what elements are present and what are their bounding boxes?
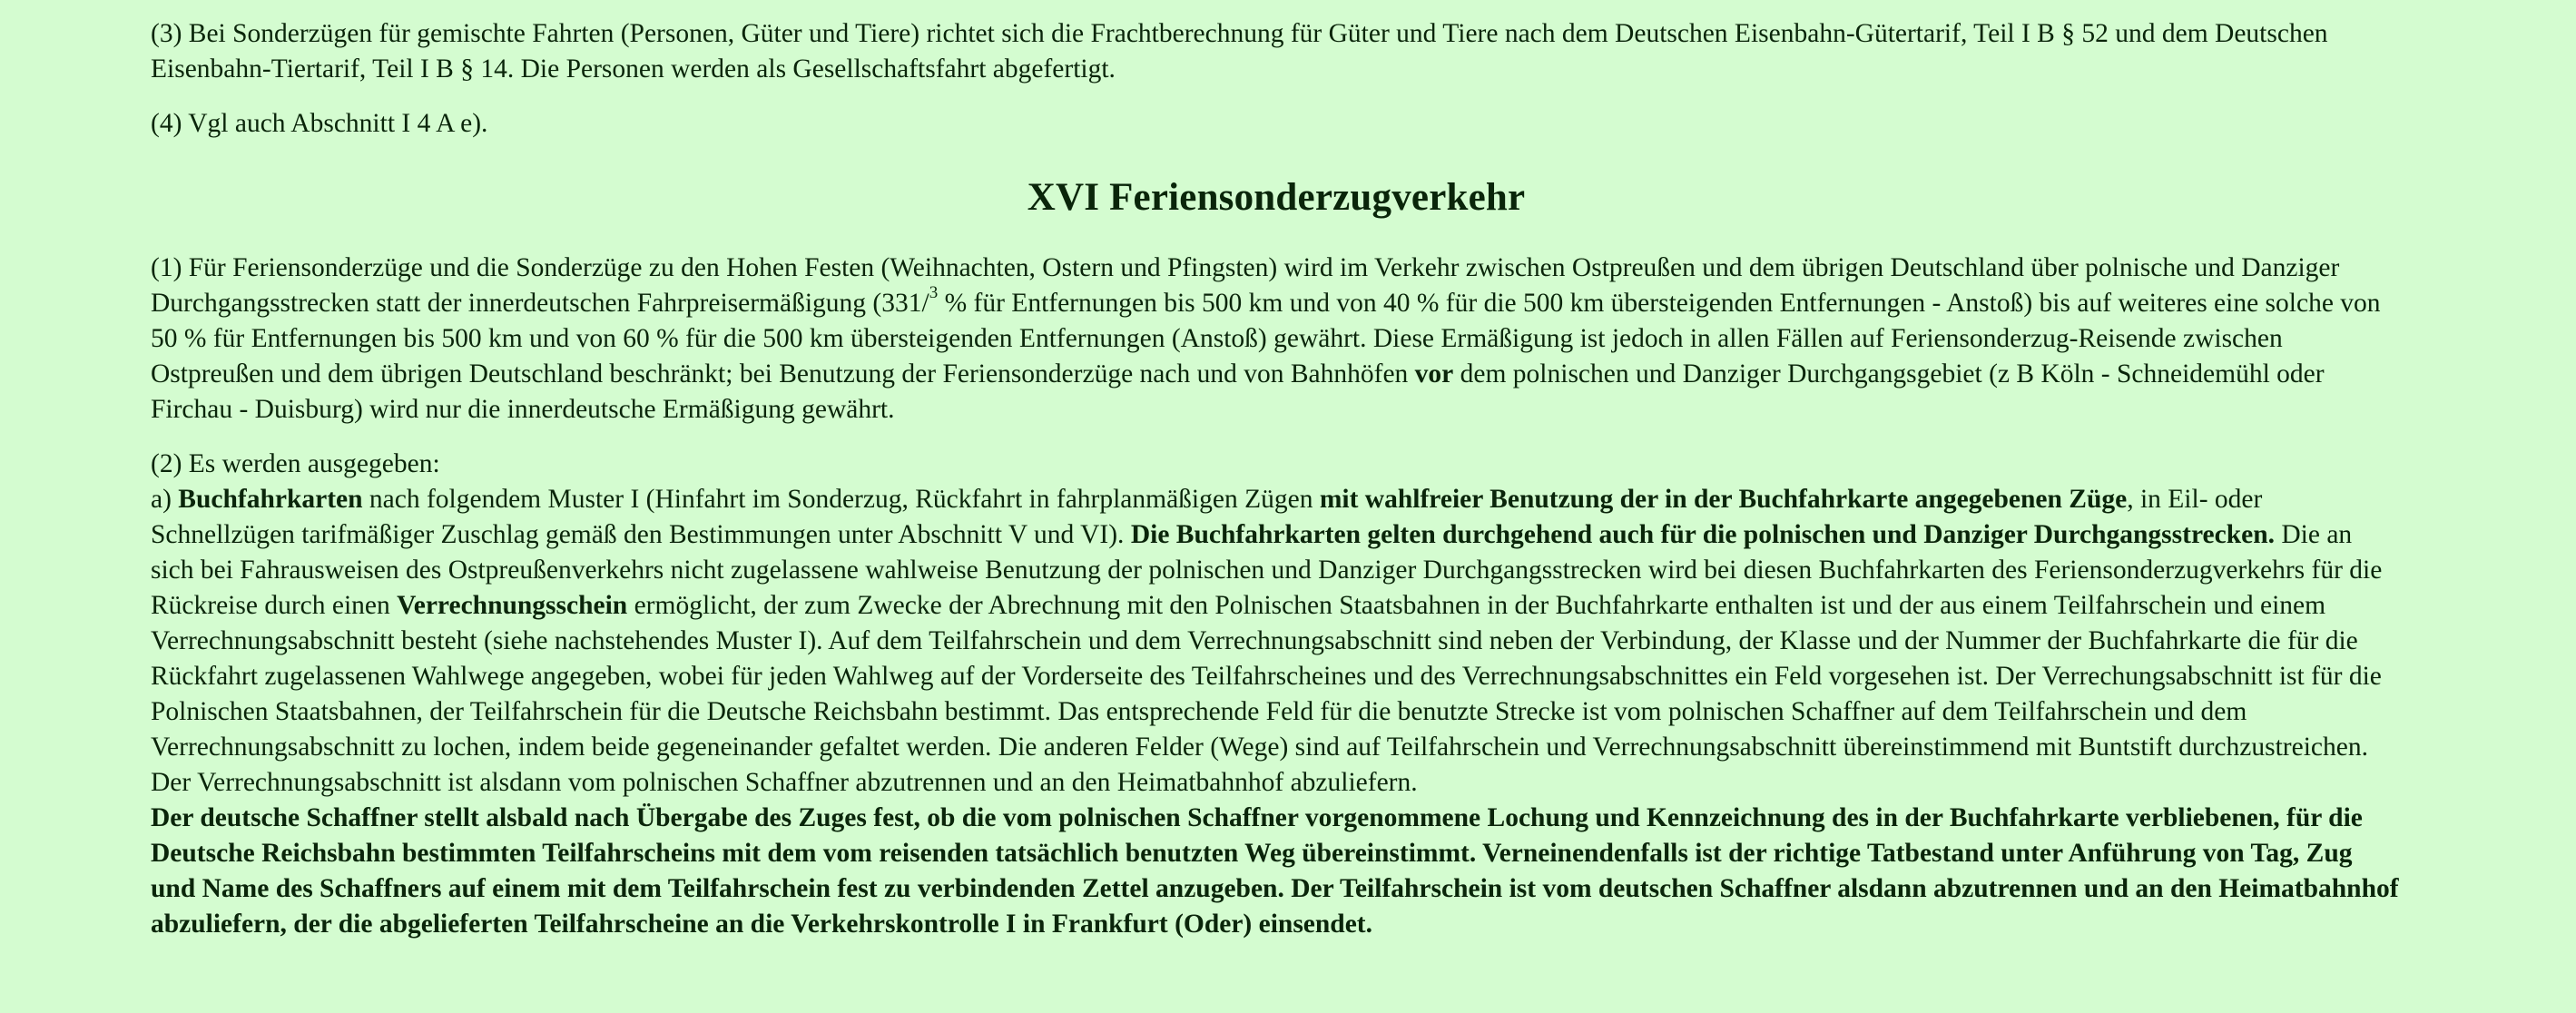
bold-vor: vor [1414, 359, 1454, 388]
item-a-text-2: , in Eil- oder Schnellzügen tarifmäßiger Zuschlag gemäß den Bestimmungen unter Abschnitt V und VI). [151, 485, 2263, 549]
section-paragraph-2-heading: (2) Es werden ausgegeben: [151, 449, 440, 478]
bold-wahlfreie-benutzung: mit wahlfreier Benutzung der in der Buchfahrkarte angegebenen Züge [1319, 485, 2128, 514]
section-paragraph-2-item-a [151, 482, 2402, 801]
item-a-text-4: ermöglicht, der zum Zwecke der Abrechnung mit den Polnischen Staatsbahnen in der Buchfahrkarte enthalten ist und der aus einem Teilfahrschein und einem Verrechnungsabschnitt besteht (siehe nachstehendes Muster I). Auf dem Teilfahrschein und dem Verrechnungsabschnitt sind neben der Verbindung, der Klasse und der Nummer der Buchfahrkarte die für die Rückfahrt zugelassenen Wahlwege angegeben, wobei für jeden Wahlweg auf der Vorderseite des Teilfahrscheines und des Verrechnungsabschnittes ein Feld vorgesehen ist. Der Verrechungsabschnitt ist für die Polnischen Staatsbahnen, der Teilfahrschein für die Deutsche Reichsbahn bestimmt. Das entsprechende Feld für die benutzte Strecke ist vom polnischen Schaffner auf dem Teilfahrschein und dem Verrechnungsabschnitt zu lochen, indem beide gegeneinander gefaltet werden. Die anderen Felder (Wege) sind auf Teilfahrschein und Verrechnungsabschnitt übereinstimmend mit Buntstift durchzustreichen. Der Verrechnungsabschnitt ist alsdann vom polnischen Schaffner abzutrennen und an den Heimatbahnhof abzuliefern. [151, 591, 2382, 797]
section-paragraph-1-part-b: % für Entfernungen bis 500 km und von 40 % für die 500 km übersteigenden Entfernungen - Anstoß) bis auf weiteres eine solche von 50 % für Entfernungen bis 500 km und von 60 % für die 500 km übersteigenden Entfernungen (Anstoß) gewährt. Diese Ermäßigung ist jedoch in allen Fällen auf Feriensonderzug-Reisende zwischen Ostpreußen und dem übrigen Deutschland beschränkt; bei Benutzung der Feriensonderzüge nach und von Bahnhöfen [151, 289, 2381, 388]
section-paragraph-1 [151, 251, 2402, 428]
fraction-numerator: 1/ [908, 289, 929, 318]
item-a-text-1: nach folgendem Muster I (Hinfahrt im Sonderzug, Rückfahrt in fahrplanmäßigen Zügen [362, 485, 1320, 514]
bold-verrechnungsschein: Verrechnungsschein [397, 591, 628, 620]
bold-deutsche-schaffner: Der deutsche Schaffner stellt alsbald nach Übergabe des Zuges fest, ob die vom polnischen Schaffner vorgenommene Lochung und Kennzeichnung des in der Buchfahrkarte verbliebenen, für die Deutsche Reichsbahn bestimmten Teilfahrscheins mit dem vom reisenden tatsächlich benutzten Weg übereinstimmt. Verneinendenfalls ist der richtige Tatbestand unter Anführung von Tag, Zug und Name des Schaffners auf einem mit dem Teilfahrschein fest zu verbindenden Zettel anzugeben. Der Teilfahrschein ist vom deutschen Schaffner alsdann abzutrennen und an den Heimatbahnhof abzuliefern, der die abgelieferten Teilfahrscheine an die Verkehrskontrolle I in Frankfurt (Oder) einsendet. [151, 803, 2399, 939]
section-paragraph-1-part-a: (1) Für Feriensonderzüge und die Sonderzüge zu den Hohen Festen (Weihnachten, Ostern und Pfingsten) wird im Verkehr zwischen Ostpreußen und dem übrigen Deutschland über polnische und Danziger Durchgangsstrecken statt der innerdeutschen Fahrpreisermäßigung (33 [151, 253, 2340, 318]
section-paragraph-1-part-c: dem polnischen und Danziger Durchgangsgebiet (z B Köln - Schneidemühl oder Firchau - Duisburg) wird nur die innerdeutsche Ermäßigung gewährt. [151, 359, 2325, 424]
fraction-superscript: 3 [929, 283, 939, 303]
paragraph-3-text: (3) Bei Sonderzügen für gemischte Fahrten (Personen, Güter und Tiere) richtet sich die Frachtberechnung für Güter und Tiere nach dem Deutschen Eisenbahn-Gütertarif, Teil I B § 52 und dem Deutschen Eisenbahn-Tiertarif, Teil I B § 14. Die Personen werden als Gesellschaftsfahrt abgefertigt. [151, 19, 2328, 84]
paragraph-3 [151, 16, 2402, 87]
section-title: XVI Feriensonderzugverkehr [1027, 176, 1526, 219]
paragraph-4-text: (4) Vgl auch Abschnitt I 4 A e). [151, 109, 488, 138]
bold-buchfahrkarten: Buchfahrkarten [178, 485, 363, 514]
paragraph-4 [151, 106, 2402, 142]
bold-gelten-durchgehend: Die Buchfahrkarten gelten durchgehend auch für die polnischen und Danziger Durchgangsstrecken. [1130, 520, 2275, 549]
section-paragraph-2-final-bold [151, 801, 2402, 942]
section-paragraph-2 [151, 447, 2402, 942]
item-a-prefix: a) [151, 485, 179, 514]
item-a-text-3: Die an sich bei Fahrausweisen des Ostpreußenverkehrs nicht zugelassene wahlweise Benutzung der polnischen und Danziger Durchgangsstrecken wird bei diesen Buchfahrkarten des Feriensonderzugverkehrs für die Rückreise durch einen [151, 520, 2383, 620]
